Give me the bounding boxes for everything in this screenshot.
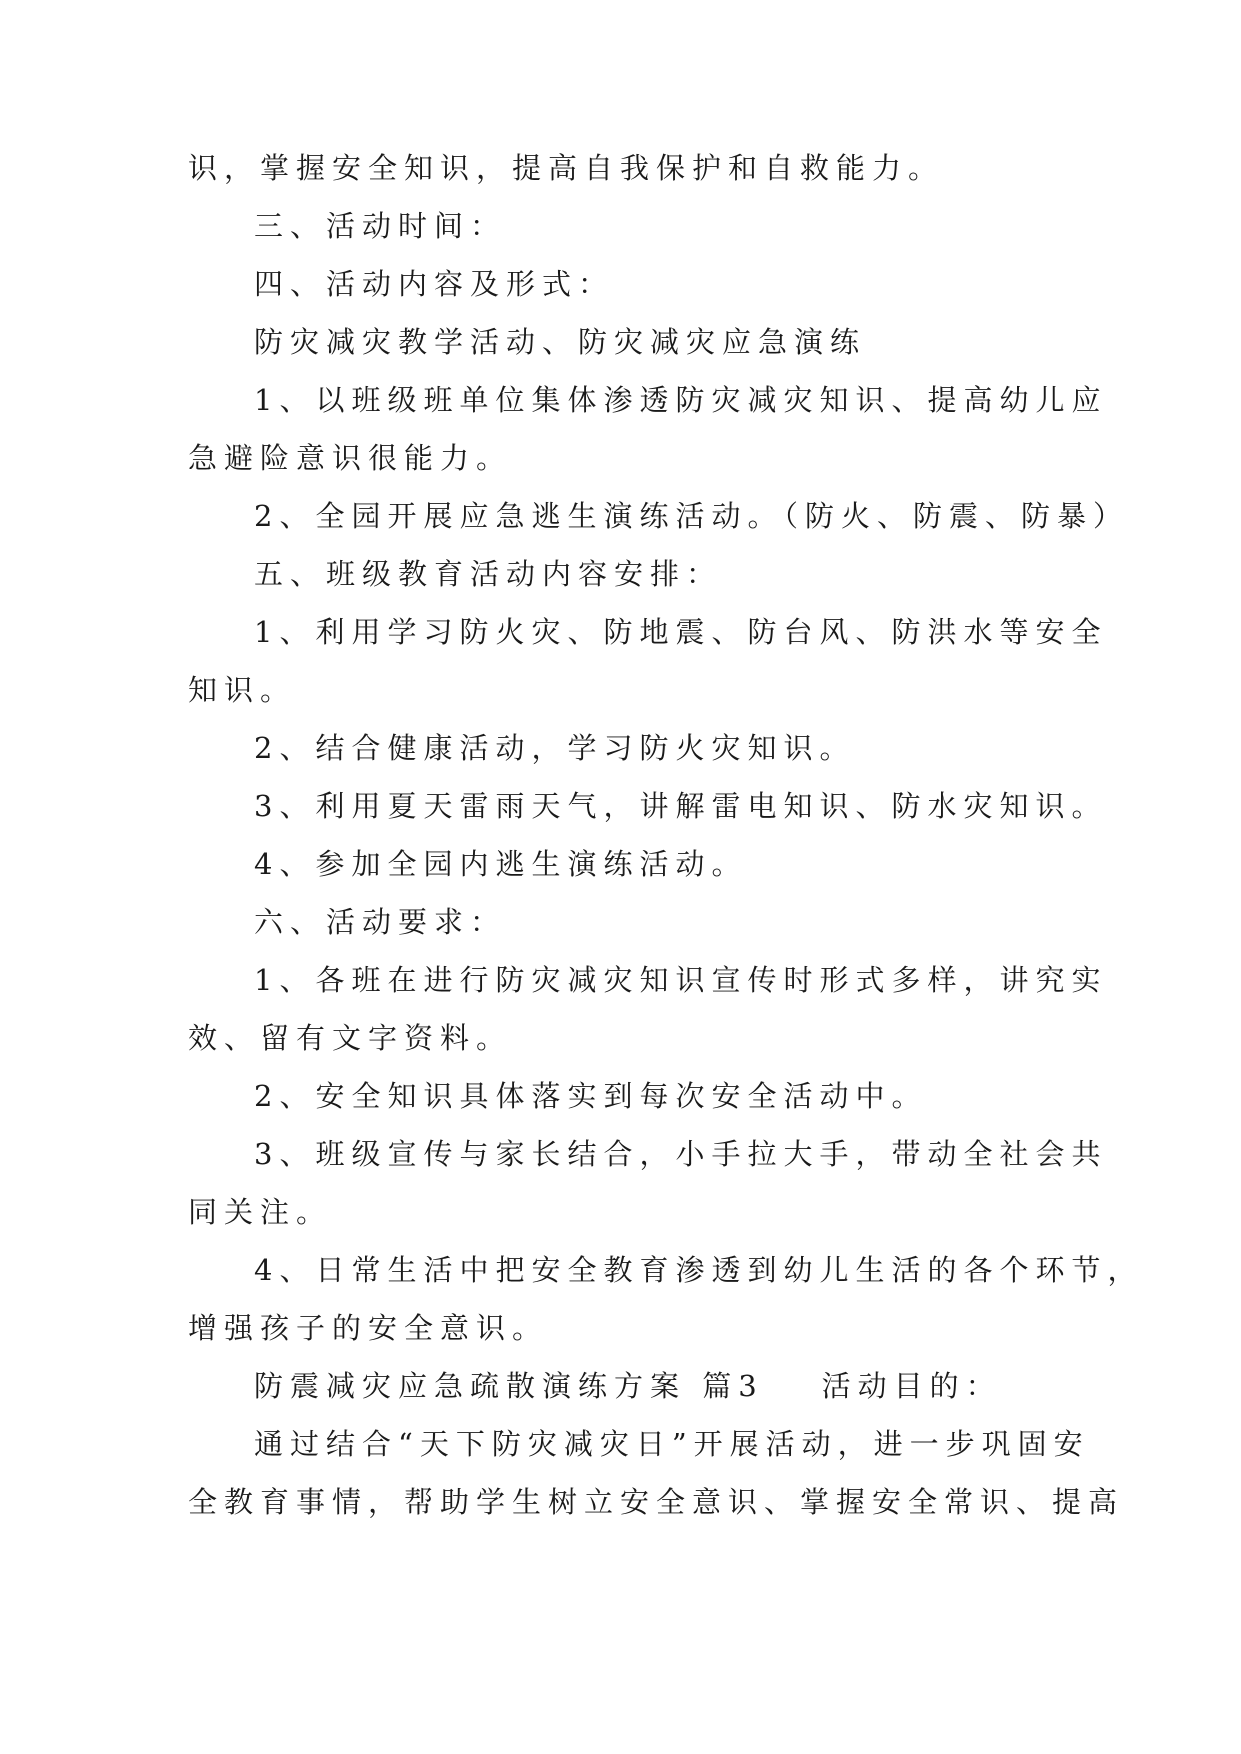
- paragraph-line: 通过结合“天下防灾减灾日”开展活动，进一步巩固安: [254, 1427, 1090, 1461]
- paragraph-line: 2、全园开展应急逃生演练活动。（防火、防震、防暴）: [254, 499, 1129, 533]
- heading-line: 三、活动时间：: [254, 209, 507, 243]
- heading-line: 六、活动要求：: [254, 905, 507, 939]
- heading-line: 四、活动内容及形式：: [254, 267, 615, 301]
- paragraph-line: 2、结合健康活动，学习防火灾知识。: [254, 731, 856, 765]
- section-heading: 活动目的：: [821, 1369, 1002, 1403]
- paragraph-line: 全教育事情，帮助学生树立安全意识、掌握安全常识、提高: [188, 1485, 1125, 1519]
- paragraph-line: 1、利用学习防火灾、防地震、防台风、防洪水等安全: [254, 615, 1108, 649]
- paragraph-line: 知识。: [188, 673, 297, 707]
- section-title: 防震减灾应急疏散演练方案 篇3: [254, 1369, 764, 1403]
- paragraph-line: 4、日常生活中把安全教育渗透到幼儿生活的各个环节，: [254, 1253, 1144, 1287]
- heading-line: 五、班级教育活动内容安排：: [254, 557, 723, 591]
- paragraph-line: 防灾减灾教学活动、防灾减灾应急演练: [254, 325, 867, 359]
- paragraph-line: 效、留有文字资料。: [188, 1021, 513, 1055]
- paragraph-line: 识，掌握安全知识，提高自我保护和自救能力。: [188, 151, 945, 185]
- paragraph-line: 1、以班级班单位集体渗透防灾减灾知识、提高幼儿应: [254, 383, 1108, 417]
- paragraph-line: 1、各班在进行防灾减灾知识宣传时形式多样，讲究实: [254, 963, 1108, 997]
- paragraph-line: 2、安全知识具体落实到每次安全活动中。: [254, 1079, 928, 1113]
- paragraph-line: 急避险意识很能力。: [188, 441, 513, 475]
- paragraph-line: 4、参加全园内逃生演练活动。: [254, 847, 748, 881]
- paragraph-line: 增强孩子的安全意识。: [188, 1311, 549, 1345]
- paragraph-line: 同关注。: [188, 1195, 333, 1229]
- paragraph-line: 3、利用夏天雷雨天气，讲解雷电知识、防水灾知识。: [254, 789, 1108, 823]
- section-title-line: [254, 1366, 1002, 1406]
- paragraph-line: 3、班级宣传与家长结合，小手拉大手，带动全社会共: [254, 1137, 1108, 1171]
